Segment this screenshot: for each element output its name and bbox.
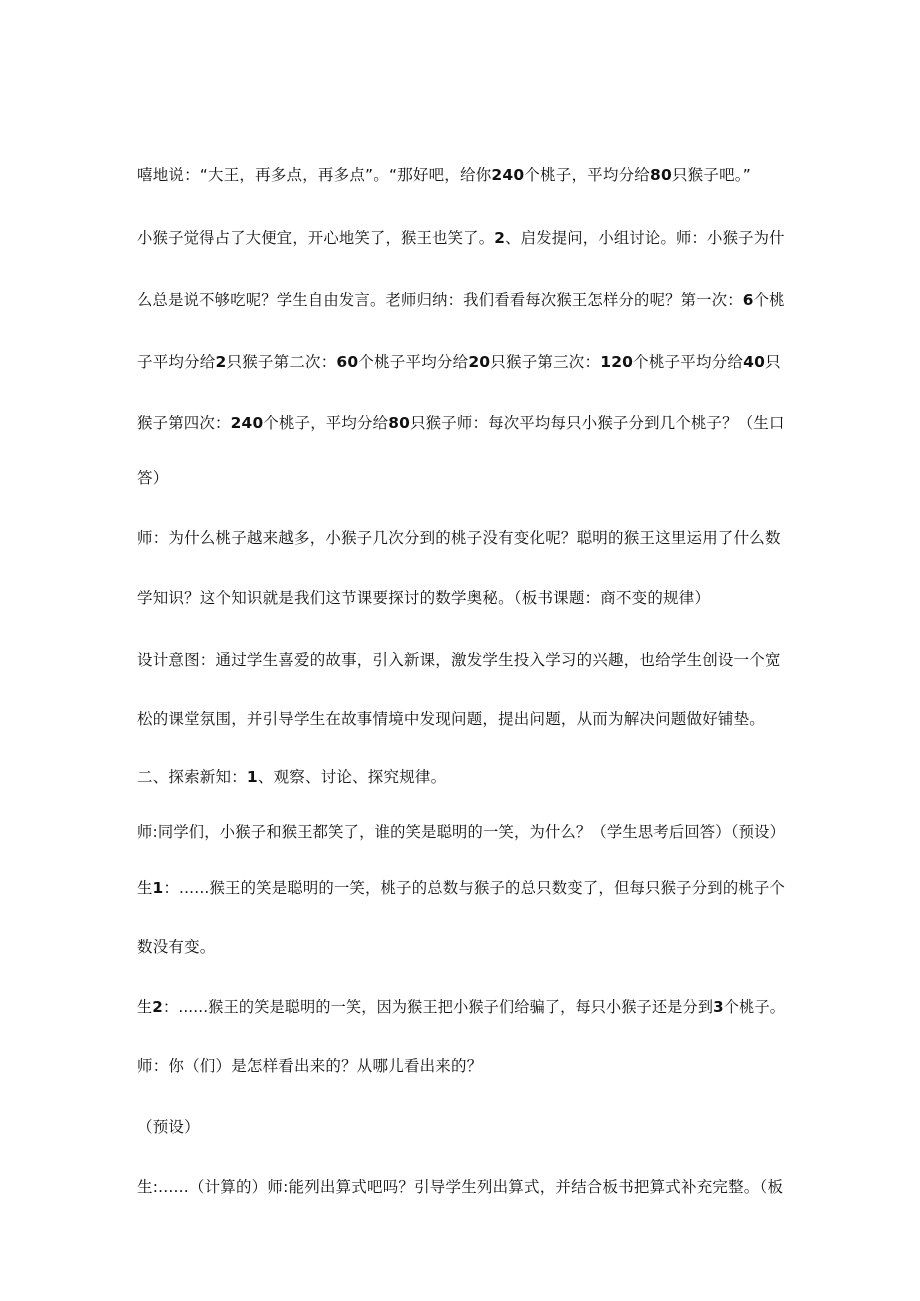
text-line: 答） [137,469,169,487]
text-line: 子平均分给2只猴子第二次：60个桃子平均分给20只猴子第三次：120个桃子平均分给40只 [137,353,781,371]
text-line: 小猴子觉得占了大便宜，开心地笑了，猴王也笑了。2、启发提问，小组讨论。师：小猴子为什 [137,229,785,247]
text-line: 学知识？这个知识就是我们这节课要探讨的数学奥秘。（板书课题：商不变的规律） [137,589,711,607]
text-line: 生:......（计算的）师:能列出算式吧吗？引导学生列出算式，并结合板书把算式补充完整。（板 [137,1178,784,1196]
text-line: 数没有变。 [137,938,216,956]
text-line: 生1：......猴王的笑是聪明的一笑，桃子的总数与猴子的总只数变了，但每只猴子分到的桃子个 [137,879,786,897]
text-line: 生2：......猴王的笑是聪明的一笑，因为猴王把小猴子们给骗了，每只小猴子还是分到3个桃子。 [137,998,786,1016]
text-line: 猴子第四次：240个桃子，平均分给80只猴子师：每次平均每只小猴子分到几个桃子？（生口 [137,414,785,432]
text-line: 师：你（们）是怎样看出来的？从哪儿看出来的？ [137,1057,483,1075]
text-line: 松的课堂氛围，并引导学生在故事情境中发现问题，提出问题，从而为解决问题做好铺垫。 [137,710,766,728]
text-line: （预设） [137,1118,200,1136]
text-line: 师:同学们，小猴子和猴王都笑了，谁的笑是聪明的一笑，为什么？（学生思考后回答）（预设） [137,823,786,841]
section-heading: 二、探索新知：1、观察、讨论、探究规律。 [137,768,447,786]
text-line: 师：为什么桃子越来越多，小猴子几次分到的桃子没有变化呢？聪明的猴王这里运用了什么数 [137,529,781,547]
text-line: 设计意图：通过学生喜爱的故事，引入新课，激发学生投入学习的兴趣，也给学生创设一个宽 [137,651,781,669]
text-line: 么总是说不够吃呢？学生自由发言。老师归纳：我们看看每次猴王怎样分的呢？第一次：6个桃 [137,291,785,309]
text-line: 嘻地说：“大王，再多点，再多点”。“那好吧，给你240个桃子，平均分给80只猴子吧。” [137,166,751,184]
